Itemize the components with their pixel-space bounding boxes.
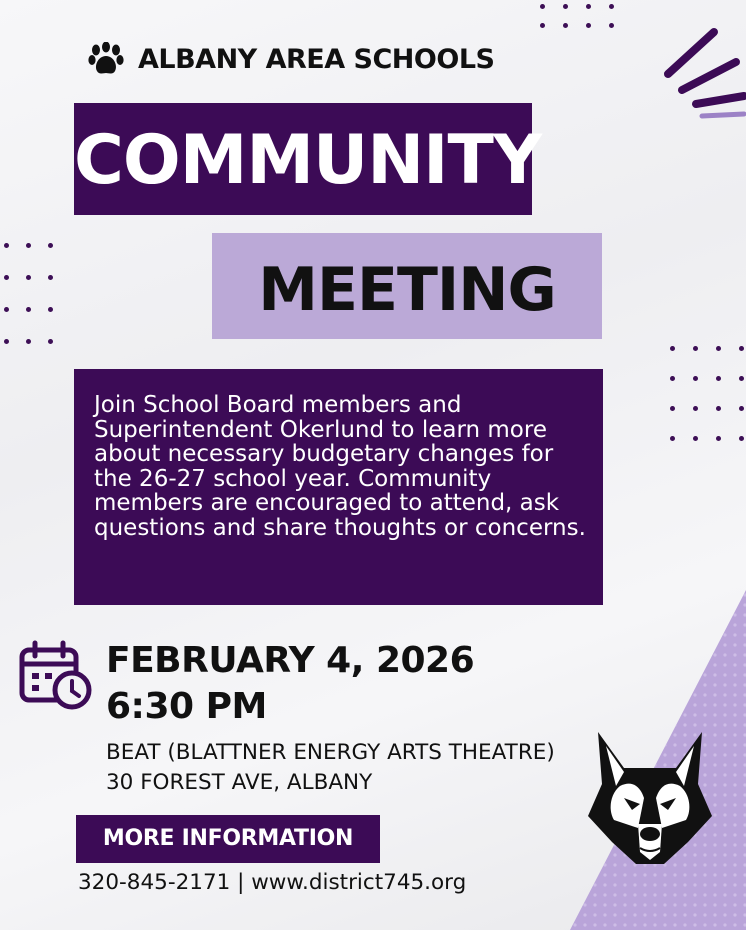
event-venue: BEAT (BLATTNER ENERGY ARTS THEATRE) [106,740,555,765]
dot-grid-top-right [540,4,632,28]
title-line-meeting: MEETING [258,255,556,325]
event-time: 6:30 PM [106,686,267,727]
paw-icon [88,42,124,76]
dot-grid-left [4,243,70,344]
title-community-box [74,103,542,215]
organization-name: ALBANY AREA SCHOOLS [138,43,495,75]
header [88,42,494,76]
title-meeting-box [212,233,602,339]
title-line-community: COMMUNITY [74,121,542,200]
calendar-clock-icon [18,640,92,710]
description-text: Join School Board members and Superintendent Okerlund to learn more about necessary budgetary changes for the 26-27 school year. Community members are encouraged to attend, ask questions and share thoughts or concerns. [94,392,586,541]
burst-lines-decoration [656,24,746,124]
contact-info: 320-845-2171 | www.district745.org [78,870,467,895]
event-date: FEBRUARY 4, 2026 [106,640,475,681]
more-information-banner: MORE INFORMATION [76,815,380,863]
dot-grid-right [670,346,746,441]
description-box [74,369,603,605]
event-location [106,738,555,798]
event-datetime [106,638,474,730]
husky-mascot-icon [580,724,720,870]
event-address: 30 FOREST AVE, ALBANY [106,770,373,795]
